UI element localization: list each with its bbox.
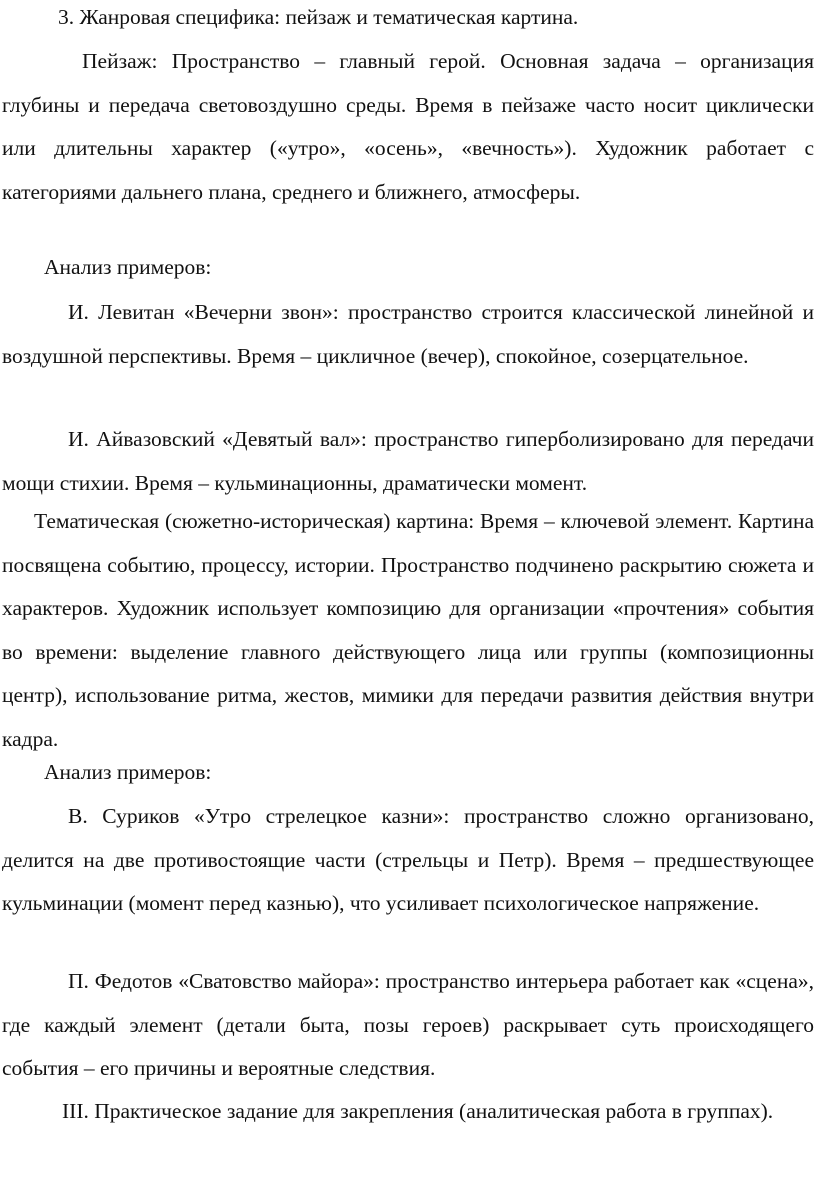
paragraph-levitan: И. Левитан «Вечерни звон»: пространство строится классической линейной и воздушной перспективы. Время – цикличное (вечер), спокойное, созерцательное. [2, 300, 814, 368]
examples-heading-landscape: Анализ примеров: [44, 255, 212, 279]
section-heading-genre-specifics: 3. Жанровая специфика: пейзаж и тематическая картина. [58, 5, 579, 29]
paragraph-practical-task: III. Практическое задание для закрепления (аналитическая работа в группах). [62, 1099, 774, 1123]
paragraph-landscape: Пейзаж: Пространство – главный герой. Основная задача – организация глубины и передача световоздушно среды. Время в пейзаже часто носит циклически или длительны характер («утро», «осень», «вечность»). Художник работает с категориями дальнего плана, среднего и ближнего, атмосферы. [2, 49, 814, 204]
paragraph-fedotov: П. Федотов «Сватовство майора»: пространство интерьера работает как «сцена», где каждый элемент (детали быта, позы героев) раскрывает суть происходящего события – его причины и вероятные следствия. [2, 969, 814, 1080]
paragraph-aivazovsky: И. Айвазовский «Девятый вал»: пространство гиперболизировано для передачи мощи стихии. Время – кульминационны, драматически момент. [2, 427, 814, 495]
paragraph-thematic-painting: Тематическая (сюжетно-историческая) картина: Время – ключевой элемент. Картина посвящена событию, процессу, истории. Пространство подчинено раскрытию сюжета и характеров. Художник использует композицию для организации «прочтения» события во времени: выделение главного действующего лица или группы (композиционны центр), использование ритма, жестов, мимики для передачи развития действия внутри кадра. [2, 509, 814, 751]
examples-heading-thematic: Анализ примеров: [44, 760, 212, 784]
paragraph-surikov: В. Суриков «Утро стрелецкое казни»: пространство сложно организовано, делится на две противостоящие части (стрельцы и Петр). Время – предшествующее кульминации (момент перед казнью), что усиливает психологическое напряжение. [2, 804, 814, 915]
